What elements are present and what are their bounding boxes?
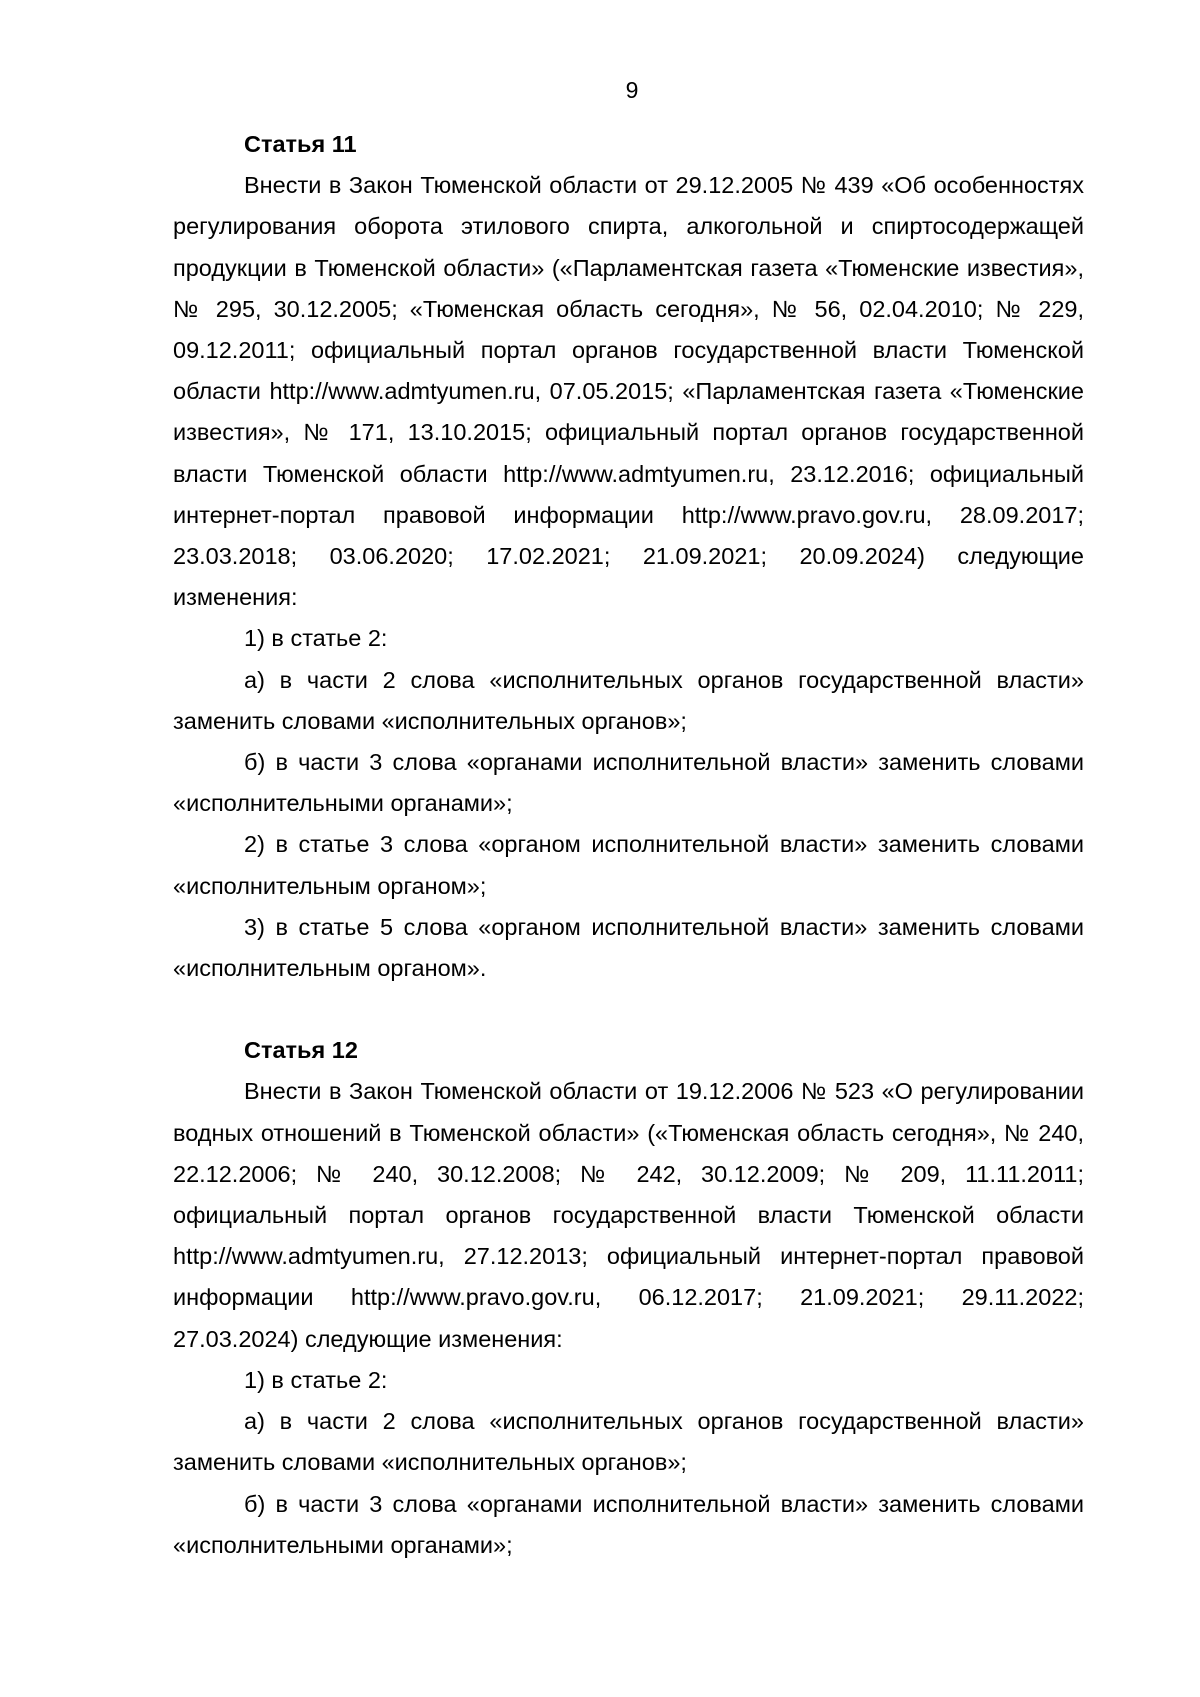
article-paragraph: а) в части 2 слова «исполнительных органов государственной власти» заменить словами «исполнительных органов»; — [173, 1408, 1084, 1476]
article-paragraph: Внести в Закон Тюменской области от 19.12.2006 № 523 «О регулировании водных отношений в Тюменской области» («Тюменская область сегодня», № 240, 22.12.2006; № 240, 30.12.2008; № 242, 30.12.2009; № 209, 11.11.2011; официальный портал органов государственной власти Тюменской области http://www.admtyumen.ru, 27.12.2013; официальный интернет-портал правовой информации http://www.pravo.gov.ru, 06.12.2017; 21.09.2021; 29.11.2022; 27.03.2024) следующие изменения: — [173, 1078, 1084, 1352]
article-11 — [173, 124, 1084, 989]
article-paragraph: 2) в статье 3 слова «органом исполнительной власти» заменить словами «исполнительным органом»; — [173, 831, 1084, 899]
article-paragraph: б) в части 3 слова «органами исполнительной власти» заменить словами «исполнительными органами»; — [173, 749, 1084, 817]
article-paragraph: 1) в статье 2: — [244, 1366, 388, 1393]
article-paragraph: 1) в статье 2: — [244, 625, 388, 652]
article-paragraph: Внести в Закон Тюменской области от 29.12.2005 № 439 «Об особенностях регулирования оборота этилового спирта, алкогольной и спиртосодержащей продукции в Тюменской области» («Парламентская газета «Тюменские известия», № 295, 30.12.2005; «Тюменская область сегодня», № 56, 02.04.2010; № 229, 09.12.2011; официальный портал органов государственной власти Тюменской области http://www.admtyumen.ru, 07.05.2015; «Парламентская газета «Тюменские известия», № 171, 13.10.2015; официальный портал органов государственной власти Тюменской области http://www.admtyumen.ru, 23.12.2016; официальный интернет-портал правовой информации http://www.pravo.gov.ru, 28.09.2017; 23.03.2018; 03.06.2020; 17.02.2021; 21.09.2021; 20.09.2024) следующие изменения: — [173, 172, 1084, 611]
article-12 — [173, 1030, 1084, 1566]
article-title: Статья 12 — [244, 1037, 358, 1064]
page-number: 9 — [625, 77, 639, 103]
article-paragraph: а) в части 2 слова «исполнительных органов государственной власти» заменить словами «исполнительных органов»; — [173, 666, 1084, 734]
document-body — [173, 124, 1084, 1566]
article-paragraph: 3) в статье 5 слова «органом исполнительной власти» заменить словами «исполнительным органом». — [173, 913, 1084, 982]
article-title: Статья 11 — [244, 131, 357, 157]
article-paragraph: б) в части 3 слова «органами исполнительной власти» заменить словами «исполнительными органами»; — [173, 1490, 1084, 1558]
